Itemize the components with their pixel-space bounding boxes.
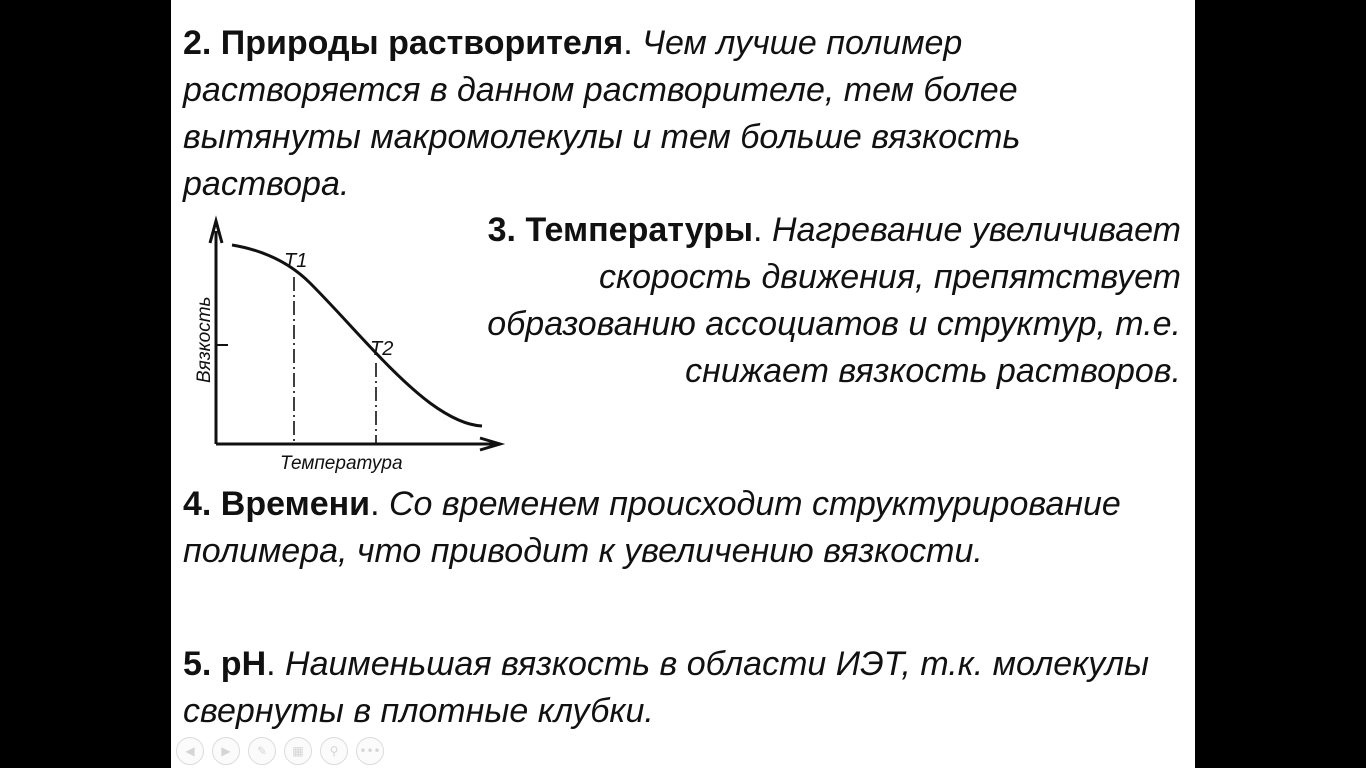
- text-temperature: Нагревание увеличивает скорость движения, препятствует образованию ассоциатов и структур, т.е. снижает вязкость растворов.: [487, 211, 1181, 390]
- slides-icon[interactable]: ▦: [284, 737, 312, 765]
- heading-solvent: 2. Природы растворителя: [183, 24, 624, 62]
- text-solvent: Чем лучше полимер растворяется в данном растворителе, тем более вытянуты макромолекулы и тем больше вязкость раствора.: [183, 24, 1021, 203]
- previous-icon[interactable]: ◀: [176, 737, 204, 765]
- heading-ph: 5. pH: [183, 645, 267, 683]
- heading-time: 4. Времени: [183, 485, 371, 523]
- heading-temperature: 3. Температуры: [487, 211, 754, 249]
- t1-label: T1: [284, 250, 308, 272]
- paragraph-ph: 5. pH. Наименьшая вязкость в области ИЭТ, т.к. молекулы свернуты в плотные клубки.: [183, 645, 1150, 730]
- paragraph-solvent: 2. Природы растворителя. Чем лучше полимер растворяется в данном растворителе, тем более вытянуты макромолекулы и тем больше вязкость раствора.: [183, 24, 1021, 203]
- next-icon[interactable]: ▶: [212, 737, 240, 765]
- more-icon[interactable]: •••: [356, 737, 384, 765]
- slideshow-nav: [176, 737, 384, 765]
- t2-label: T2: [370, 338, 394, 360]
- text-time: Со временем происходит структурирование полимера, что приводит к увеличению вязкости.: [183, 485, 1121, 570]
- paragraph-time: 4. Времени. Со временем происходит структурирование полимера, что приводит к увеличению вязкости.: [183, 485, 1121, 570]
- x-axis-label: Температура: [280, 453, 403, 474]
- pen-icon[interactable]: ✎: [248, 737, 276, 765]
- paragraph-temperature: 3. Температуры. Нагревание увеличивает скорость движения, препятствует образованию ассоциатов и структур, т.е. снижает вязкость растворов.: [487, 211, 1181, 390]
- slide: [171, 0, 1195, 768]
- y-axis-label: Вязкость: [194, 296, 215, 383]
- text-ph: Наименьшая вязкость в области ИЭТ, т.к. молекулы свернуты в плотные клубки.: [183, 645, 1150, 730]
- zoom-icon[interactable]: ⚲: [320, 737, 348, 765]
